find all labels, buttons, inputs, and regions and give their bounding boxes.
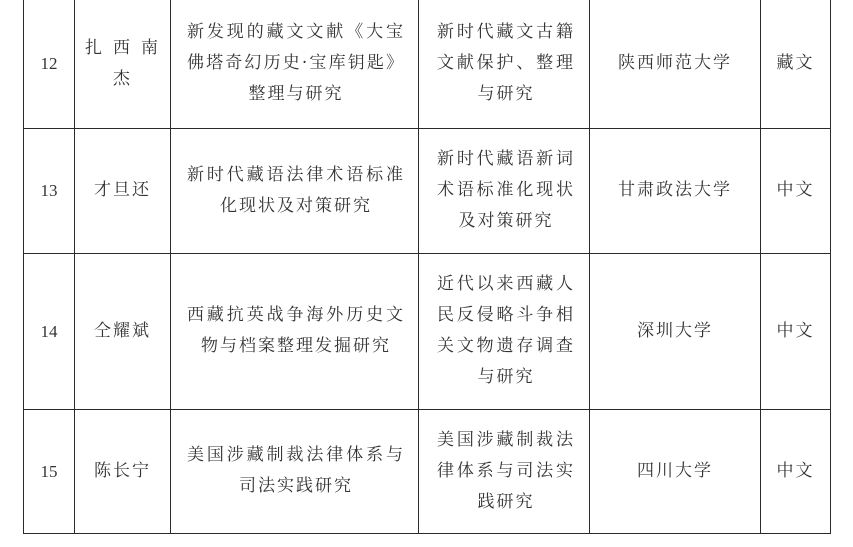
person-name: 仝耀斌 [94,320,151,341]
row-number: 15 [24,409,75,533]
project-title: 美国涉藏制裁法律体系与司法实践研究 [187,445,405,496]
table-row [24,253,831,409]
person-name: 才旦还 [94,180,151,200]
language: 藏文 [761,0,831,128]
row-number: 14 [24,253,75,409]
row-number: 13 [24,128,75,253]
language: 中文 [761,253,831,409]
institution: 深圳大学 [590,253,761,409]
research-direction: 近代以来西藏人民反侵略斗争相关文物遗存调查与研究 [437,274,575,387]
project-title: 新发现的藏文文献《大宝佛塔奇幻历史·宝库钥匙》整理与研究 [187,22,405,105]
table-row [24,409,831,533]
institution: 四川大学 [590,409,761,533]
row-number: 12 [24,0,75,128]
table-row [24,128,831,253]
research-direction: 美国涉藏制裁法律体系与司法实践研究 [437,429,575,512]
institution: 陕西师范大学 [590,0,761,128]
table-row [24,0,831,128]
project-title: 新时代藏语法律术语标准化现状及对策研究 [187,164,405,216]
project-table [23,0,831,534]
person-name: 陈长宁 [94,460,151,481]
research-direction: 新时代藏语新词术语标准化现状及对策研究 [437,149,575,231]
person-name: 扎西南杰 [85,37,160,89]
language: 中文 [761,409,831,533]
project-title: 西藏抗英战争海外历史文物与档案整理发掘研究 [187,305,405,356]
research-direction: 新时代藏文古籍文献保护、整理与研究 [437,22,575,105]
institution: 甘肃政法大学 [590,128,761,253]
language: 中文 [761,128,831,253]
